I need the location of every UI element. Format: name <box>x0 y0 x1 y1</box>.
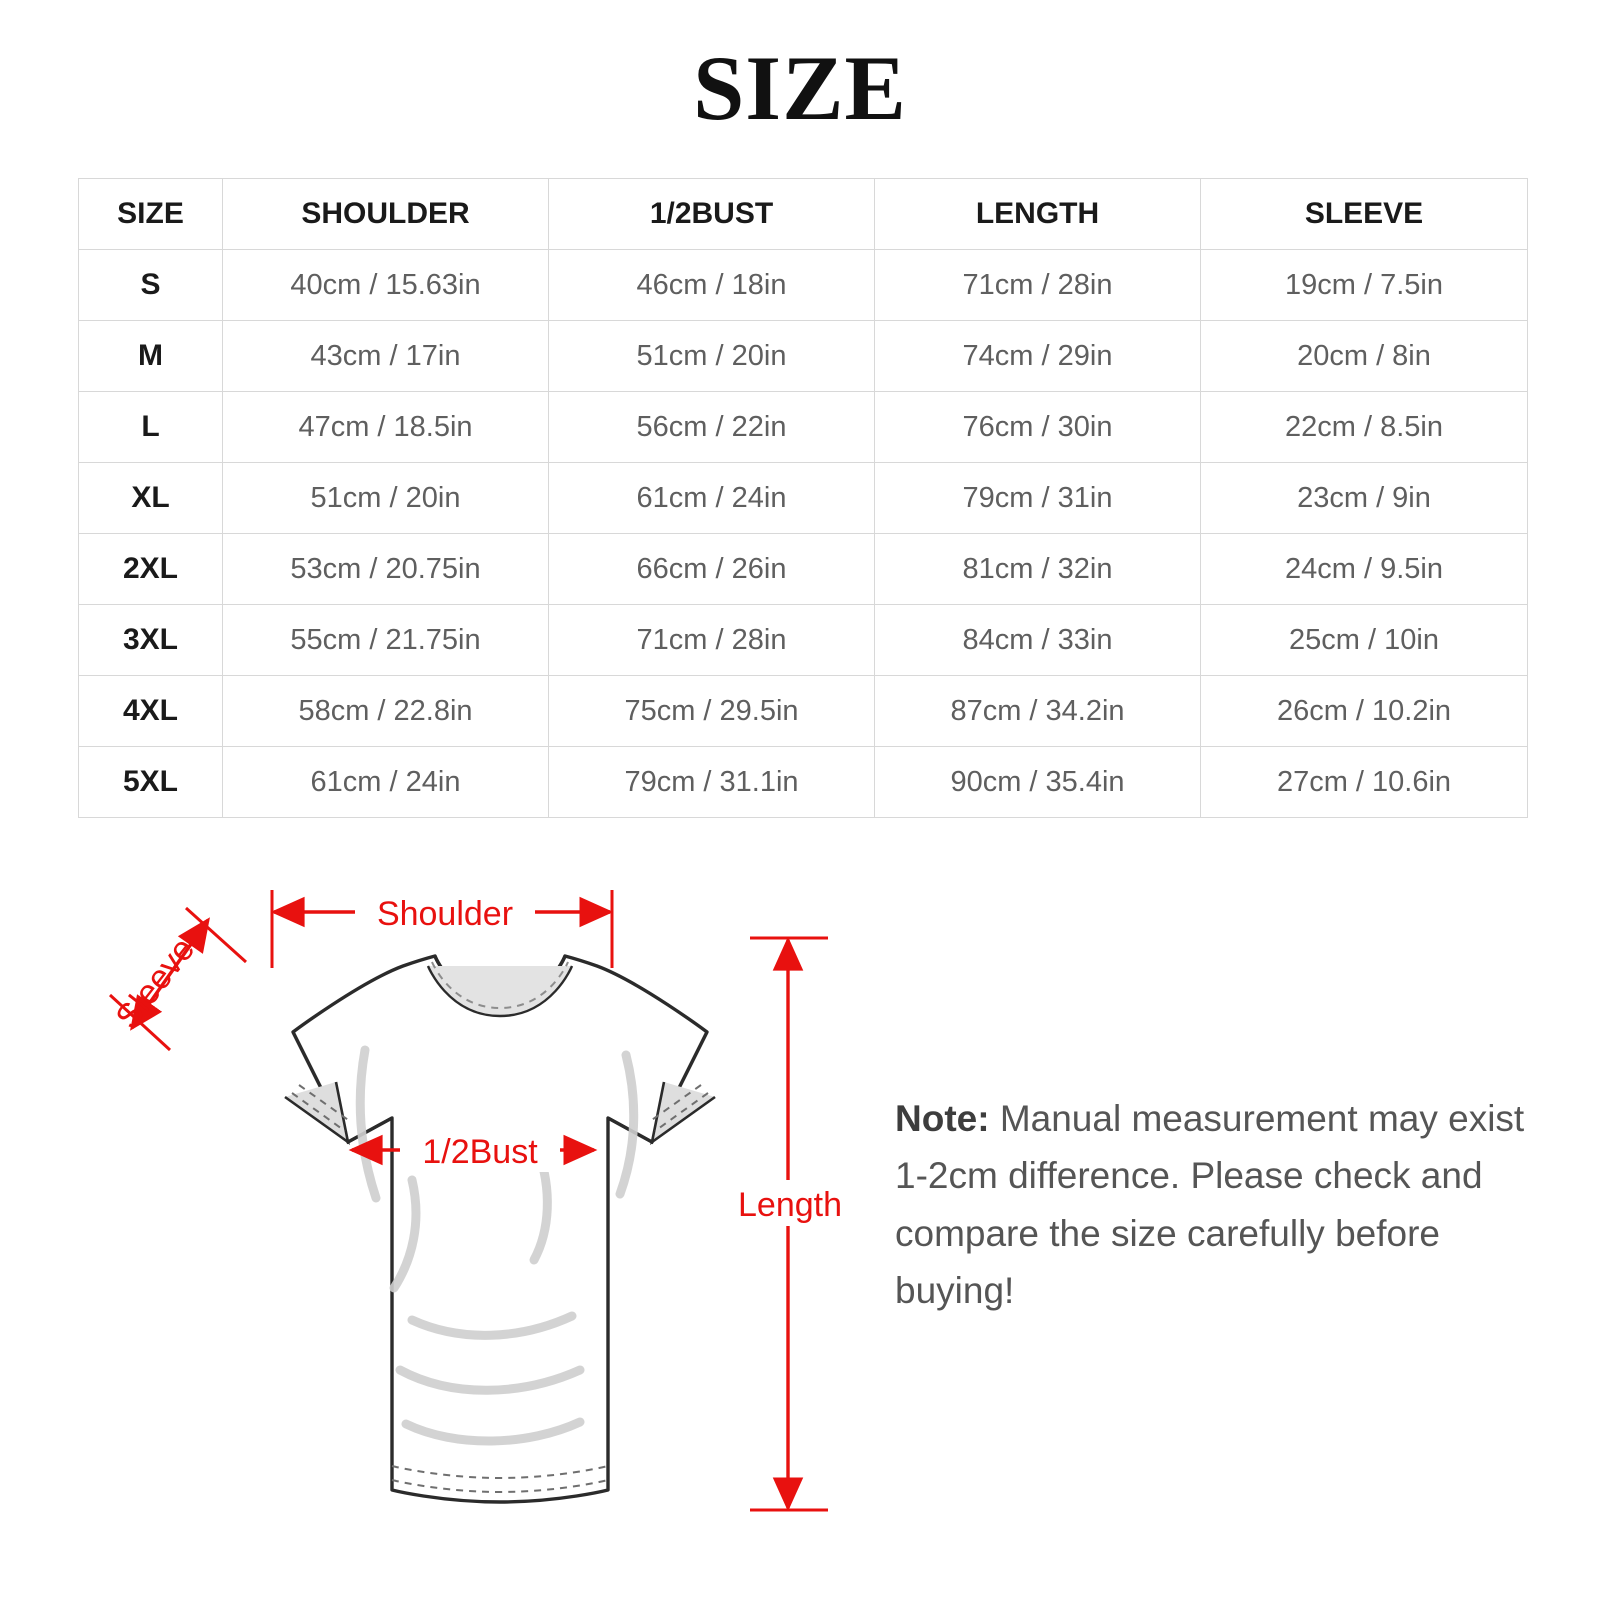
cell-size: 2XL <box>79 534 223 605</box>
column-header-shoulder: SHOULDER <box>223 179 549 250</box>
measurement-diagram <box>60 850 860 1570</box>
cell-length: 87cm / 34.2in <box>875 676 1201 747</box>
label-sleeve: Sleeve <box>108 930 203 1036</box>
tshirt-illustration <box>285 956 715 1502</box>
cell-shoulder: 61cm / 24in <box>223 747 549 818</box>
cell-shoulder: 40cm / 15.63in <box>223 250 549 321</box>
cell-shoulder: 53cm / 20.75in <box>223 534 549 605</box>
table-row <box>79 676 1528 747</box>
cell-size: 3XL <box>79 605 223 676</box>
cell-sleeve: 22cm / 8.5in <box>1201 392 1528 463</box>
table-row <box>79 463 1528 534</box>
table-row <box>79 250 1528 321</box>
length-measure-arrow <box>728 938 852 1510</box>
cell-sleeve: 20cm / 8in <box>1201 321 1528 392</box>
size-chart-table <box>78 178 1528 818</box>
cell-size: S <box>79 250 223 321</box>
cell-size: 4XL <box>79 676 223 747</box>
page-title: SIZE <box>693 37 907 139</box>
column-header-length: LENGTH <box>875 179 1201 250</box>
cell-length: 76cm / 30in <box>875 392 1201 463</box>
cell-shoulder: 58cm / 22.8in <box>223 676 549 747</box>
cell-bust: 71cm / 28in <box>549 605 875 676</box>
cell-shoulder: 43cm / 17in <box>223 321 549 392</box>
cell-size: XL <box>79 463 223 534</box>
cell-sleeve: 27cm / 10.6in <box>1201 747 1528 818</box>
cell-size: M <box>79 321 223 392</box>
cell-sleeve: 23cm / 9in <box>1201 463 1528 534</box>
cell-shoulder: 47cm / 18.5in <box>223 392 549 463</box>
cell-shoulder: 51cm / 20in <box>223 463 549 534</box>
cell-shoulder: 55cm / 21.75in <box>223 605 549 676</box>
cell-sleeve: 19cm / 7.5in <box>1201 250 1528 321</box>
cell-sleeve: 26cm / 10.2in <box>1201 676 1528 747</box>
cell-bust: 46cm / 18in <box>549 250 875 321</box>
cell-length: 81cm / 32in <box>875 534 1201 605</box>
label-bust: 1/2Bust <box>422 1133 538 1171</box>
cell-length: 74cm / 29in <box>875 321 1201 392</box>
column-header-bust: 1/2BUST <box>549 179 875 250</box>
cell-bust: 66cm / 26in <box>549 534 875 605</box>
table-row <box>79 747 1528 818</box>
sleeve-measure-arrow <box>108 908 246 1050</box>
cell-bust: 61cm / 24in <box>549 463 875 534</box>
note-label: Note: <box>895 1098 990 1139</box>
cell-length: 71cm / 28in <box>875 250 1201 321</box>
note-text: Manual measurement may exist 1-2cm difference. Please check and compare the size carefully before buying! <box>895 1098 1525 1312</box>
shoulder-measure-arrow <box>272 890 612 968</box>
cell-bust: 75cm / 29.5in <box>549 676 875 747</box>
column-header-sleeve: SLEEVE <box>1201 179 1528 250</box>
label-shoulder: Shoulder <box>376 895 514 933</box>
cell-sleeve: 25cm / 10in <box>1201 605 1528 676</box>
table-row <box>79 605 1528 676</box>
cell-size: 5XL <box>79 747 223 818</box>
cell-bust: 56cm / 22in <box>549 392 875 463</box>
cell-bust: 79cm / 31.1in <box>549 747 875 818</box>
bust-measure-arrow <box>352 1128 594 1172</box>
table-row <box>79 534 1528 605</box>
cell-length: 90cm / 35.4in <box>875 747 1201 818</box>
table-row <box>79 392 1528 463</box>
cell-sleeve: 24cm / 9.5in <box>1201 534 1528 605</box>
column-header-size: SIZE <box>79 179 223 250</box>
cell-size: L <box>79 392 223 463</box>
cell-length: 84cm / 33in <box>875 605 1201 676</box>
label-length: Length <box>738 1186 842 1224</box>
note-block <box>895 1090 1535 1319</box>
cell-length: 79cm / 31in <box>875 463 1201 534</box>
table-row <box>79 321 1528 392</box>
table-header-row <box>79 179 1528 250</box>
cell-bust: 51cm / 20in <box>549 321 875 392</box>
